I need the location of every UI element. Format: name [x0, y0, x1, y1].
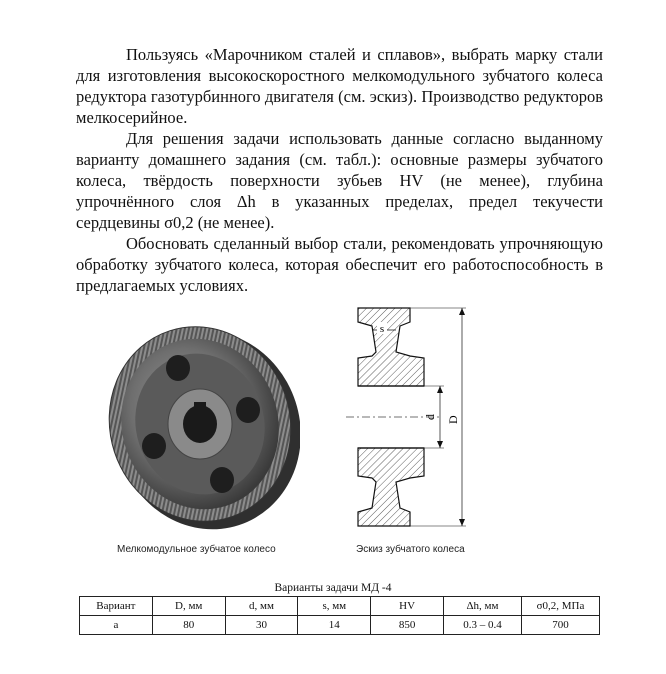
header-hv: HV [371, 597, 444, 616]
header-delta-h: Δh, мм [443, 597, 521, 616]
table-cell: 850 [371, 616, 444, 635]
sketch-label-d: d [423, 414, 437, 420]
variants-table [79, 596, 600, 635]
task-paragraph-3: Обосновать сделанный выбор стали, рекомендовать упрочняющую обработку зубчатого колеса, которая обеспечит его работоспособность в предлагаемых условиях. [76, 234, 603, 295]
table-cell: 30 [225, 616, 298, 635]
sketch-label-D: D [446, 415, 460, 424]
table-row [80, 616, 600, 635]
table-title: Варианты задачи МД -4 [274, 582, 392, 594]
table-cell: 700 [521, 616, 599, 635]
header-d: d, мм [225, 597, 298, 616]
table-cell: а [80, 616, 153, 635]
sketch-caption: Эскиз зубчатого колеса [356, 544, 465, 555]
table-cell: 80 [152, 616, 225, 635]
photo-caption: Мелкомодульное зубчатое колесо [117, 544, 276, 555]
gear-sketch-drawing [340, 292, 480, 542]
header-s: s, мм [298, 597, 371, 616]
gear-photo-illustration [100, 318, 300, 538]
task-paragraph-2: Для решения задачи использовать данные согласно выданному варианту домашнего задания (см. табл.): основные размеры зубчатого колеса, твёрдость поверхности зубьев HV (не менее), глубина упрочнённого слоя Δh в указанных пределах, предел текучести сердцевины σ0,2 (не менее). [76, 129, 603, 232]
header-D: D, мм [152, 597, 225, 616]
header-sigma: σ0,2, МПа [521, 597, 599, 616]
table-header-row [80, 597, 600, 616]
table-cell: 0.3 – 0.4 [443, 616, 521, 635]
task-paragraph-1: Пользуясь «Марочником сталей и сплавов», выбрать марку стали для изготовления высокоскоростного мелкомодульного зубчатого колеса редуктора газотурбинного двигателя (см. эскиз). Производство редукторов мелкосерийное. [76, 45, 603, 127]
header-variant: Вариант [80, 597, 153, 616]
sketch-label-s: s [379, 323, 385, 335]
table-cell: 14 [298, 616, 371, 635]
